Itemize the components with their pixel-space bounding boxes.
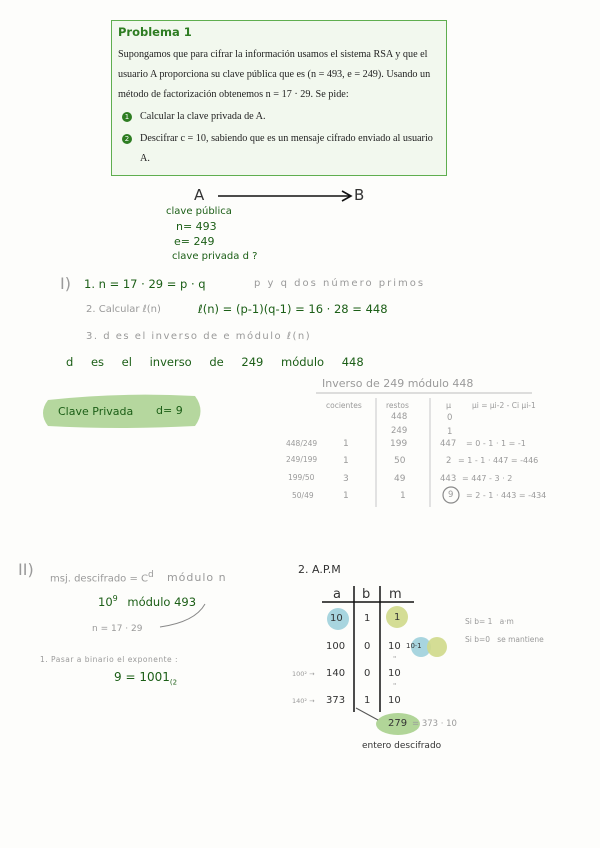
inverse-table-title: Inverso de 249 módulo 448 [322,377,474,390]
mu-1: 1 [447,427,453,437]
apm-result-label: entero descifrado [362,741,442,751]
part1-step3: 3. d es el inverso de e módulo ℓ(n) [86,331,312,342]
apm-result-note: = 373 · 10 [412,719,457,729]
header-mu: μ [446,401,452,410]
item-number-2: 2 [122,134,132,144]
resto-249: 249 [391,426,408,436]
table-row: = 2 - 1 · 443 = -434 [466,491,547,500]
apm-rule-2: Si b=0 se mantiene [465,635,544,644]
apm-row-m: 1 [394,612,401,623]
power-exp: 9 [112,594,118,603]
table-row: 249/199 [286,455,318,464]
table-row: 1 [400,491,406,501]
table-row: 50/49 [292,491,314,500]
apm-row-a: 373 [326,695,346,706]
binary-equation [114,670,177,686]
header-mu-formula: μi = μi-2 - Ci μi-1 [472,401,536,410]
private-key-value: d= 9 [156,404,183,417]
apm-rule-1: Si b= 1 a·m [465,617,514,626]
apm-row-a: 10 [330,613,343,624]
apm-header-b: b [362,587,371,602]
table-row: 1 [343,439,349,449]
part1-step1-note: p y q dos número primos [254,278,426,289]
item-text-1: Calcular la clave privada de A. [140,111,266,122]
apm-row-m: 10 [388,668,401,679]
power-base: 10 [98,594,113,609]
apm-header-m: m [389,587,402,602]
table-row: 50 [394,456,406,466]
apm-row-b: 1 [364,695,371,706]
table-row: = 447 - 3 · 2 [462,474,513,483]
apm-row-b: 0 [364,641,371,652]
table-row: 447 [440,439,457,449]
result-arrow [356,708,378,720]
part2-roman: II) [18,560,34,579]
party-b: B [354,186,365,204]
apm-row-m: 10 [388,695,401,706]
decrypt-formula [50,570,227,584]
ditto-mark: " [393,655,397,663]
table-row: 9 [448,490,454,500]
part1-step1: 1. n = 17 · 29 = p · q [84,277,206,291]
table-row: 443 [440,474,457,484]
decrypt-formula-mod: módulo n [166,571,227,585]
apm-m-side: 10·1 [406,642,422,650]
part1-roman: I) [60,274,71,293]
apm-row-b: 0 [364,668,371,679]
decrypt-formula-exp: d [148,570,154,580]
apm-header-a: a [333,587,341,602]
apm-row-b: 1 [364,613,371,624]
problem-statement: Supongamos que para cifrar la información usamos el sistema RSA y que el usuario A proporciona su clave pública que es (n = 493, e = 249). Usando un método de factorización obtenemos n = 17 · 29. Se pide: [118,49,431,100]
n-value: n= 493 [176,220,217,233]
part1-step2: 2. Calcular ℓ(n) [86,304,161,315]
apm-result: 279 [388,718,408,729]
resto-448: 448 [391,412,408,422]
mu-0: 0 [447,413,453,423]
apm-row-m: 10 [388,641,401,652]
problem-title: Problema 1 [118,25,192,39]
apm-row-prefix: 140² → [292,697,315,705]
highlight-side-1 [427,637,447,657]
d-definition: d es el inverso de 249 módulo 448 [66,355,364,369]
table-row: 2 [446,456,452,466]
apm-title: 2. A.P.M [298,563,341,576]
table-row: 1 [343,491,349,501]
phi-equation: ℓ(n) = (p-1)(q-1) = 16 · 28 = 448 [198,302,388,316]
n-note: n = 17 · 29 [92,624,143,634]
item-number-1: 1 [122,112,132,122]
table-row: = 1 - 1 · 447 = -446 [458,456,539,465]
table-row: 49 [394,474,406,484]
table-row: 448/249 [286,439,318,448]
power-expression [98,594,196,609]
private-key-label: Clave Privada [58,405,134,418]
power-mod: módulo 493 [127,594,197,609]
clave-publica-label: clave pública [166,206,232,217]
e-value: e= 249 [174,235,215,248]
decrypt-formula-text: msj. descifrado = C [50,573,149,585]
party-a: A [194,186,205,204]
binary-base: (2 [169,678,178,687]
clave-privada-question: clave privada d ? [172,251,258,262]
table-row: = 0 - 1 · 1 = -1 [466,439,526,448]
binary-value: 9 = 1001 [114,670,170,684]
table-row: 199 [390,439,408,449]
table-row: 1 [343,456,349,466]
ditto-mark: " [393,682,397,690]
apm-row-a: 100 [326,641,346,652]
item-text-2: Descifrar c = 10, sabiendo que es un mensaje cifrado enviado al usuario A. [140,133,433,164]
table-row: 3 [343,474,349,484]
table-row: 199/50 [288,473,315,482]
apm-row-a: 140 [326,668,346,679]
apm-row-prefix: 100² → [292,670,315,678]
binary-step: 1. Pasar a binario el exponente : [40,655,179,664]
header-cocientes: cocientes [326,401,362,410]
header-restos: restos [386,401,409,410]
